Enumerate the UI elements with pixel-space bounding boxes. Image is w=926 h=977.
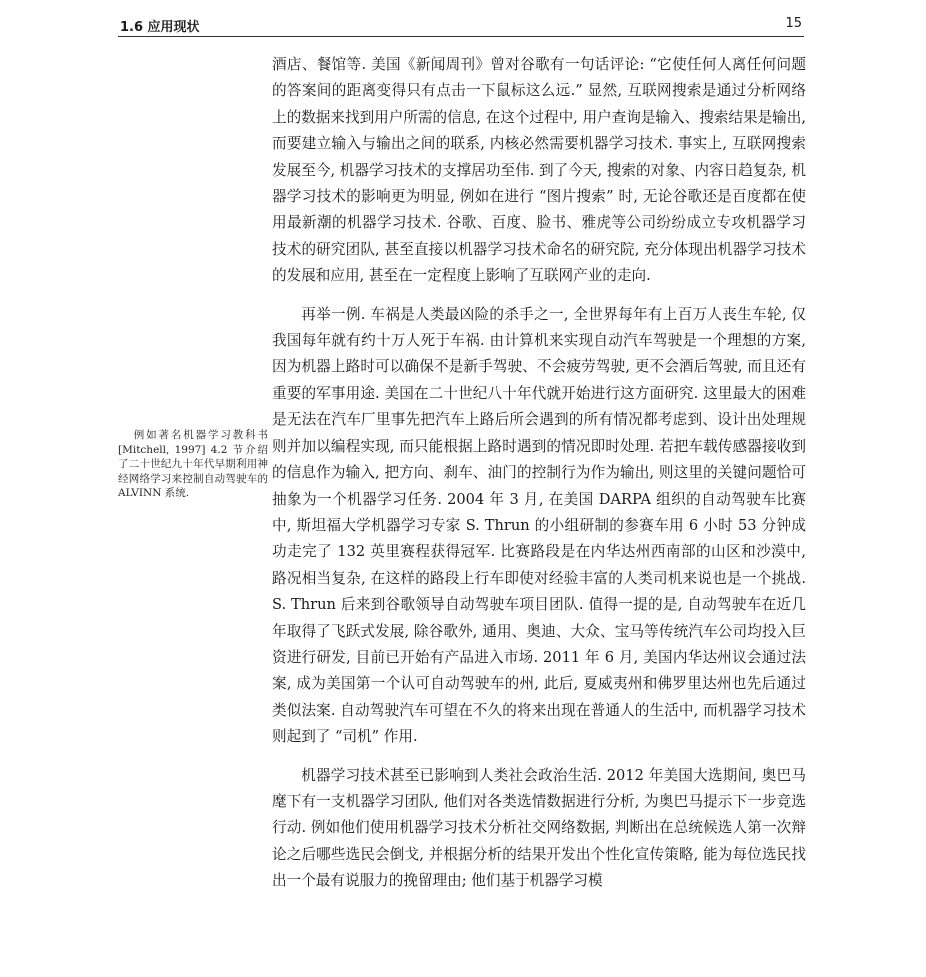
- running-header: [118, 12, 804, 37]
- paragraph: 酒店、餐馆等. 美国《新闻周刊》曾对谷歌有一句话评论: “它使任何人离任何问题的答案间的距离变得只有点击一下鼠标这么远.” 显然, 互联网搜索是通过分析网络上的数据来找到用户所需的信息, 在这个过程中, 用户查询是输入、搜索结果是输出, 而要建立输入与输出之间的联系, 内核必然需要机器学习技术. 事实上, 互联网搜索发展至今, 机器学习技术的支撑居功至伟. 到了今天, 搜索的对象、内容日趋复杂, 机器学习技术的影响更为明显, 例如在进行 “图片搜索” 时, 无论谷歌还是百度都在使用最新潮的机器学习技术. 谷歌、百度、脸书、雅虎等公司纷纷成立专攻机器学习技术的研究团队, 甚至直接以机器学习技术命名的研究院, 充分体现出机器学习技术的发展和应用, 甚至在一定程度上影响了互联网产业的走向.: [272, 56, 806, 285]
- page-number: 15: [785, 16, 802, 31]
- paragraph: 再举一例. 车祸是人类最凶险的杀手之一, 全世界每年有上百万人丧生车轮, 仅我国每年就有约十万人死于车祸. 由计算机来实现自动汽车驾驶是一个理想的方案, 因为机器上路时可以确保不是新手驾驶、不会疲劳驾驶, 更不会酒后驾驶, 而且还有重要的军事用途. 美国在二十世纪八十年代就开始进行这方面研究. 这里最大的困难是无法在汽车厂里事先把汽车上路后所会遇到的所有情况都考虑到、设计出处理规则并加以编程实现, 而只能根据上路时遇到的情况即时处理. 若把车载传感器接收到的信息作为输入, 把方向、刹车、油门的控制行为作为输出, 则这里的关键问题恰可抽象为一个机器学习任务. 2004 年 3 月, 在美国 DARPA 组织的自动驾驶车比赛中, 斯坦福大学机器学习专家 S. Thrun 的小组研制的参赛车用 6 小时 53 分钟成功走完了 132 英里赛程获得冠军. 比赛路段是在内华达州西南部的山区和沙漠中, 路况相当复杂, 在这样的路段上行车即使对经验丰富的人类司机来说也是一个挑战. S. Thrun 后来到谷歌领导自动驾驶车项目团队. 值得一提的是, 自动驾驶车在近几年取得了飞跃式发展, 除谷歌外, 通用、奥迪、大众、宝马等传统汽车公司均投入巨资进行研发, 目前已开始有产品进入市场. 2011 年 6 月, 美国内华达州议会通过法案, 成为美国第一个认可自动驾驶车的州, 此后, 夏威夷州和佛罗里达州也先后通过类似法案. 自动驾驶汽车可望在不久的将来出现在普通人的生活中, 而机器学习技术则起到了 “司机” 作用.: [272, 305, 806, 746]
- body-text: [272, 52, 806, 895]
- margin-note: 例如著名机器学习教科书 [Mitchell, 1997] 4.2 节介绍了二十世纪九十年代早期利用神经网络学习来控制自动驾驶车的 ALVINN 系统.: [118, 429, 268, 500]
- section-title: 1.6 应用现状: [120, 20, 200, 35]
- paragraph: 机器学习技术甚至已影响到人类社会政治生活. 2012 年美国大选期间, 奥巴马麾下有一支机器学习团队, 他们对各类选情数据进行分析, 为奥巴马提示下一步竞选行动. 例如他们使用机器学习技术分析社交网络数据, 判断出在总统候选人第一次辩论之后哪些选民会倒戈, 并根据分析的结果开发出个性化宣传策略, 能为每位选民找出一个最有说服力的挽留理由; 他们基于机器学习模: [272, 766, 806, 890]
